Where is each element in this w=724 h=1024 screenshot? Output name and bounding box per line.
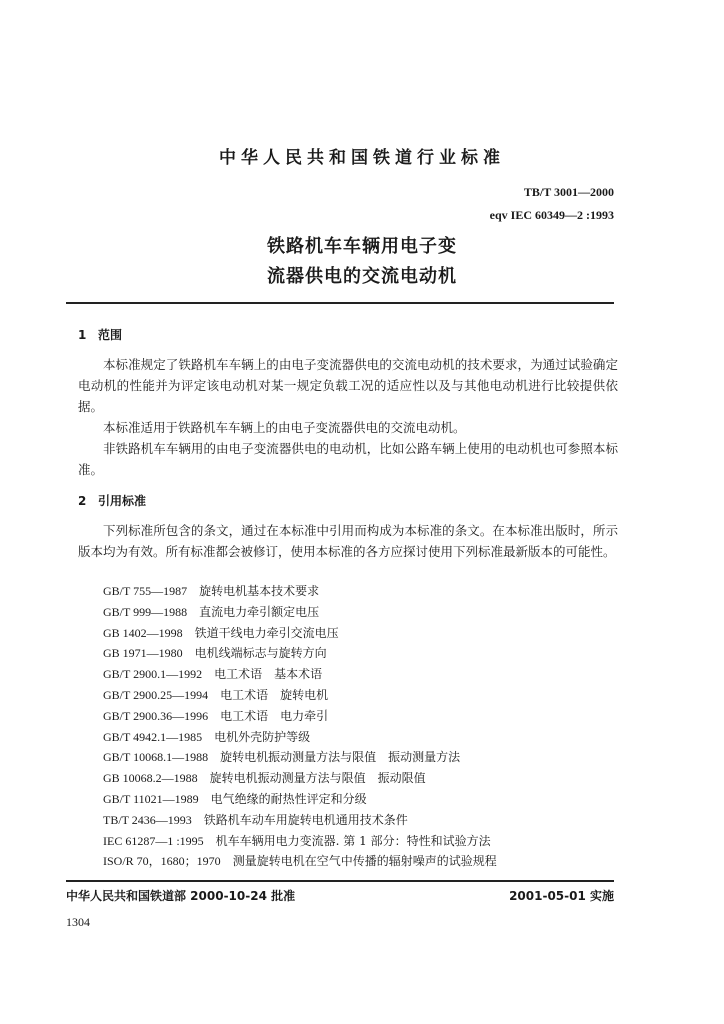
reference-title: 电机外壳防护等级 xyxy=(214,729,311,744)
document-title xyxy=(0,232,724,292)
reference-item xyxy=(103,685,623,706)
section-1-title: 范围 xyxy=(98,328,123,342)
reference-code: TB/T 2436—1993 xyxy=(103,812,192,827)
section-1-number: 1 xyxy=(78,328,87,342)
reference-item xyxy=(103,706,623,727)
reference-title: 旋转电机振动测量方法与限值 振动限值 xyxy=(209,771,426,786)
reference-item xyxy=(103,581,623,602)
reference-code: GB 10068.2—1988 xyxy=(103,771,198,786)
reference-title: 电工术语 电力牵引 xyxy=(220,708,329,723)
reference-title: 旋转电机基本技术要求 xyxy=(199,584,320,598)
reference-title: 铁道干线电力牵引交流电压 xyxy=(194,625,339,640)
standard-code-block xyxy=(490,181,614,227)
reference-item xyxy=(103,664,623,685)
reference-item xyxy=(103,851,623,872)
reference-code: GB/T 4942.1—1985 xyxy=(103,729,203,744)
reference-title: 电工术语 基本术语 xyxy=(214,667,323,682)
reference-code: GB 1402—1998 xyxy=(103,625,183,640)
reference-title: 电气绝缘的耐热性评定和分级 xyxy=(210,791,367,806)
reference-code: GB/T 2900.1—1992 xyxy=(103,667,203,682)
reference-code: GB/T 2900.36—1996 xyxy=(103,708,209,723)
reference-code: GB/T 999—1988 xyxy=(103,604,188,619)
standard-equivalence: eqv IEC 60349—2 :1993 xyxy=(489,208,614,222)
standard-code: TB/T 3001—2000 xyxy=(523,185,614,199)
reference-code: ISO/R 70，1680；1970 xyxy=(103,854,221,869)
title-divider xyxy=(66,302,614,304)
reference-code: GB/T 10068.1—1988 xyxy=(103,750,209,765)
reference-item xyxy=(103,768,623,789)
footer-divider xyxy=(66,880,614,882)
reference-item xyxy=(103,623,623,644)
issuing-authority-title: 中华人民共和国铁道行业标准 xyxy=(219,148,505,168)
reference-code: IEC 61287—1 :1995 xyxy=(103,833,204,848)
reference-title: 电机线端标志与旋转方向 xyxy=(194,646,327,661)
effective-date: 2001-05-01 实施 xyxy=(509,889,614,903)
section-1-paragraph-2: 本标准适用于铁路机车车辆上的由电子变流器供电的交流电动机。 xyxy=(103,420,466,435)
reference-title: 电工术语 旋转电机 xyxy=(220,687,329,702)
reference-item xyxy=(103,727,623,748)
reference-title: 测量旋转电机在空气中传播的辐射噪声的试验规程 xyxy=(232,854,497,869)
reference-code: GB/T 11021—1989 xyxy=(103,791,199,806)
section-1-heading xyxy=(78,326,122,343)
reference-item xyxy=(103,810,623,831)
reference-code: GB/T 2900.25—1994 xyxy=(103,687,209,702)
section-2-title: 引用标准 xyxy=(98,494,147,508)
reference-item xyxy=(103,831,623,852)
page-number: 1304 xyxy=(66,915,90,929)
section-2-heading xyxy=(78,492,146,509)
section-2-number: 2 xyxy=(78,494,87,508)
reference-title: 直流电力牵引额定电压 xyxy=(199,604,320,619)
section-1-paragraph-3: 非铁路机车车辆用的由电子变流器供电的电动机，比如公路车辆上使用的电动机也可参照本标准。 xyxy=(78,441,618,477)
reference-item xyxy=(103,643,623,664)
reference-title: 铁路机车动车用旋转电机通用技术条件 xyxy=(203,812,408,827)
reference-title: 机车车辆用电力变流器. 第 1 部分：特性和试验方法 xyxy=(215,833,491,848)
reference-item xyxy=(103,602,623,623)
reference-code: GB 1971—1980 xyxy=(103,646,183,661)
approval-date: 中华人民共和国铁道部 2000-10-24 批准 xyxy=(66,889,296,903)
document-title-line1: 铁路机车车辆用电子变 xyxy=(267,236,457,257)
section-2-paragraph-1: 下列标准所包含的条文，通过在本标准中引用而构成为本标准的条文。在本标准出版时，所示版本均为有效。所有标准都会被修订，使用本标准的各方应探讨使用下列标准最新版本的可能性。 xyxy=(78,523,618,559)
reference-title: 旋转电机振动测量方法与限值 振动测量方法 xyxy=(220,750,461,765)
reference-item xyxy=(103,789,623,810)
document-title-line2: 流器供电的交流电动机 xyxy=(267,266,457,287)
section-1-paragraph-1: 本标准规定了铁路机车车辆上的由电子变流器供电的交流电动机的技术要求，为通过试验确定电动机的性能并为评定该电动机对某一规定负载工况的适应性以及与其他电动机进行比较提供依据。 xyxy=(78,357,618,414)
reference-list xyxy=(103,581,623,872)
reference-code: GB/T 755—1987 xyxy=(103,584,188,598)
reference-item xyxy=(103,747,623,768)
